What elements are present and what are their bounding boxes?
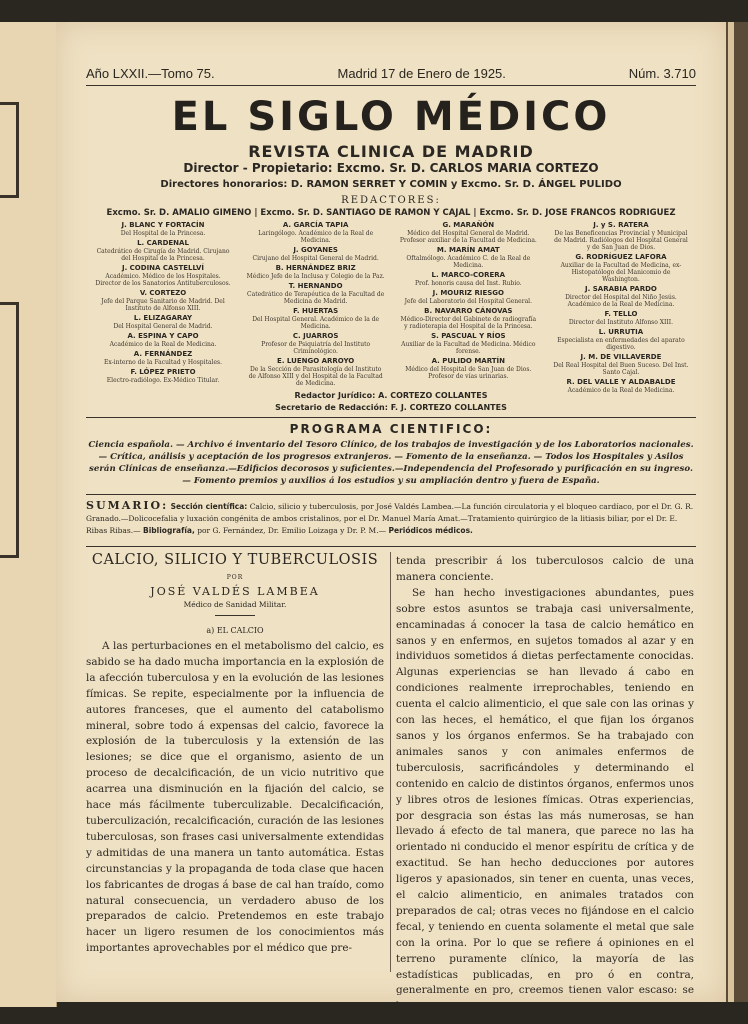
editor-name: J. SARABIA PARDO [585,285,657,293]
editor-entry [399,289,537,305]
divider [86,494,696,495]
editor-entry [552,221,690,251]
article-by: POR [226,574,244,581]
editor-description: Cirujano del Hospital General de Madrid. [252,255,379,262]
editors-column-2 [247,221,385,396]
editor-name: J. BLANC Y FORTACÍN [121,221,205,229]
editor-description: Jefe del Laboratorio del Hospital General. [404,298,532,305]
editor-description: Del Hospital General de Madrid. [113,323,213,330]
editor-name: F. HUERTAS [293,307,339,315]
author-role: Médico de Sanidad Militar. [183,600,287,609]
editor-description: Jefe del Parque Sanitario de Madrid. Del Instituto de Alfonso XIII. [101,298,225,312]
editor-entry [247,221,385,244]
editor-description: Médico del Hospital General de Madrid. Profesor auxiliar de la Facultad de Medicina. [399,230,537,244]
editor-description: Electro-radiólogo. Ex-Médico Titular. [106,377,220,384]
senior-editors: Excmo. Sr. D. AMALIO GIMENO | Excmo. Sr. D. SANTIAGO DE RAMON Y CAJAL | Excmo. Sr. D. JOSE FRANCOS RODRIGUEZ [106,208,676,218]
editor-description: Director del Instituto Alfonso XIII. [568,319,674,326]
editor-entry [94,239,232,262]
editor-name: M. MARÍN AMAT [436,246,500,254]
editor-description: Catedrático de Cirugía de Madrid. Cirujano del Hospital de la Princesa. [96,248,230,262]
editor-name: B. HERNÁNDEZ BRIZ [275,264,356,272]
bracket-mark [0,302,19,558]
article-paragraph: A las perturbaciones en el metabolismo del calcio, es sabido se ha dado mucha importancia en la explosión de la afección tuberculosa y en la evolución de las lesiones fímicas. Se repite, especialmente por la influencia de autores franceses, que el aumento del catabolismo mineral, sobre todo á expensas del calcio, favorece la explosión de la tuberculosis y la extensión de las lesiones; se dice que el organismo, asiento de un proceso de decalcificación, de un vicio nutritivo que acarrea una disminución en la fijación del calcio, se hace más fácilmente tuberculizable. Decalcificación, tuberculización, recalcificación, curación de las lesiones tuberculosas, son frases casi universalmente extendidas y admitidas de una manera un tanto automática. Estas circunstancias y la propaganda de toda clase que hacen los fabricantes de drogas á base de cal han traído, como natural consecuencia, un verdadero abuso de los preparados de calcio. Pretendemos en este trabajo hacer un ligero resumen de los conocimientos más importantes aprovechables por el médico que pre- [86,640,384,955]
editor-description: Del Hospital General. Académico de la de Medicina. [252,316,380,330]
editor-name: S. PASCUAL Y RÍOS [431,332,506,340]
editor-description: De la Sección de Parasitología del Instituto de Alfonso XIII y del Hospital de la Facultad de Medicina. [248,366,383,387]
summary-periodicals: Periódicos médicos. [388,526,473,535]
editor-description: Director del Hospital del Niño Jesús. Académico de la Real de Medicina. [565,294,677,308]
editor-description: Auxiliar de la Facultad de Medicina. Médico forense. [401,341,536,355]
article-title: CALCIO, SILICIO Y TUBERCULOSIS [91,552,379,568]
editor-name: J. M. DE VILLAVERDE [580,353,662,361]
editor-description: Profesor de Psiquiatría del Instituto Criminológico. [261,341,371,355]
section-heading: a) EL CALCIO [206,626,264,635]
article-author: JOSÉ VALDÉS LAMBEA [150,585,320,598]
editor-entry [399,332,537,355]
editor-entry [247,282,385,305]
editor-name: F. TELLO [604,310,638,318]
editor-entry [399,221,537,244]
legal-editor: Redactor Jurídico: A. CORTEZO COLLANTES [294,391,488,400]
editor-name: J. y S. RATERA [593,221,649,229]
editor-name: J. GOYANES [293,246,338,254]
editor-name: J. MOURIZ RIESGO [432,289,504,297]
divider [86,417,696,418]
divider [86,546,696,547]
article-paragraph-continued: tenda prescribir á los tuberculosos calcio de una manera conciente. [396,555,694,583]
editor-description: Académico de la Real de Medicina. [567,387,675,394]
issue-date: Madrid 17 de Enero de 1925. [337,66,506,81]
editor-entry [94,332,232,348]
editor-name: A. ESPINA Y CAPO [127,332,199,340]
editor-name: A. PULIDO MARTÍN [431,357,506,365]
issue-number: Núm. 3.710 [628,66,696,81]
editors-column-1 [94,221,232,396]
summary-text-2: por G. Fernández, Dr. Emilio Loizaga y Dr. P. M.— [197,526,387,535]
editor-entry [94,289,232,312]
editor-name: L. CARDENAL [137,239,189,247]
previous-page-edge [0,22,57,1007]
editor-description: Oftalmólogo. Académico C. de la Real de Medicina. [406,255,531,269]
editor-description: Ex-interno de la Facultad y Hospitales. [103,359,223,366]
editor-description: Del Real Hospital del Buen Suceso. Del Inst. Santo Cajal. [553,362,689,376]
article-paragraph: Se han hecho investigaciones abundantes, pues sobre estos asuntos se trabaja casi universalmente, encaminadas á conocer la tasa de calcio hemático en sanos y en enfermos, en sujetos tomados al azar y en individuos sometidos á dietas perfectamente conocidas. Algunas experiencias se han llevado á cabo en condiciones realmente irreprochables, teniendo en cuenta el calcio alimenticio, el que sale con las orinas y con las heces, el hemático, el que fijan los órganos sanos y los órganos enfermos. Se ha trabajado con animales sanos y con animales enfermos de tuberculosis, sacrificándoles y determinando el contenido en calcio de distintos órganos, enfermos unos y libres otros de lesiones fímicas. Otras experiencias, por desgracia son éstas las más numerosas, se han llevado á efecto de tal manera, que parece no las ha orientado ni conducido el menor espíritu de crítica y de exactitud. Se han hecho deducciones por autores ligeros y apasionados, sin tener en cuenta, unas veces, el calcio alimenticio, en animales tratados con preparados de cal; otras veces no fijándose en el calcio fecal, y teniendo en cuenta solamente el metal que sale con la orina. Por lo que se refiere á opiniones en el terreno puramente clínico, la mayoría de las estadísticas publicadas, en pro ó en contra, generalmente en pro, creemos tienen valor escaso: se han [396,586,694,1013]
editor-entry [399,271,537,287]
editor-entry [94,221,232,237]
editor-entry [399,307,537,330]
editor-description: Catedrático de Terapéutica de la Facultad de Medicina de Madrid. [247,291,385,305]
editor-entry [552,353,690,376]
bracket-mark [0,102,19,198]
divider [215,615,255,616]
article-right-column [396,554,694,1015]
editor-description: De las Beneficencias Provincial y Municipal de Madrid. Radiólogos del Hospital General y de San Juan de Dios. [554,230,688,251]
editor-name: G. RODRÍGUEZ LAFORA [575,253,667,261]
editor-entry [552,310,690,326]
director-line: Director - Propietario: Excmo. Sr. D. CARLOS MARIA CORTEZO [183,161,599,175]
honorary-directors: Directores honorarios: D. RAMON SERRET Y COMIN y Excmo. Sr. D. ÁNGEL PULIDO [160,179,622,190]
editor-name: A. GARCÍA TAPIA [282,221,349,229]
editor-entry [552,253,690,283]
editor-name: L. URRUTIA [598,328,644,336]
journal-page [56,22,726,1013]
editor-description: Auxiliar de la Facultad de Medicina, ex-Histopatólogo del Manicomio de Washington. [560,262,682,283]
editor-name: L. ELIZAGARAY [133,314,193,322]
editor-name: A. FERNÁNDEZ [133,350,193,358]
editor-entry [399,246,537,269]
summary-label: SUMARIO: [86,499,169,512]
editor-entry [247,307,385,330]
editor-description: Académico. Médico de los Hospitales. Director de los Sanatorios Antituberculosos. [95,273,231,287]
redactores-heading: REDACTORES: [341,195,441,206]
editorial-secretary: Secretario de Redacción: F. J. CORTEZO COLLANTES [275,403,507,412]
editor-description: Académico de la Real de Medicina. [109,341,217,348]
editor-name: G. MARAÑÓN [442,221,495,229]
editor-entry [94,350,232,366]
editor-name: C. JUARROS [292,332,339,340]
editor-name: B. NAVARRO CÁNOVAS [424,307,513,315]
editor-entry [247,357,385,387]
masthead-title: EL SIGLO MÉDICO [171,94,611,140]
editor-description: Especialista en enfermedades del aparato digestivo. [557,337,685,351]
program-text: Ciencia española. — Archivo é inventario del Tesoro Clínico, de los trabajos de investigación y de los Laboratorios nacionales.— Crítica, análisis y aceptación de los progresos extranjeros. — Fomento de la enseñanza. — Todos los Hospitales y Asilos serán Clínicas de enseñanza.—Edificios decorosos y suficientes.—Independencia del Profesorado y purificación en su ingreso.— Fomento premios y auxilios á los estudios y su ampliación dentro y fuera de España. [88,440,694,486]
editor-description: Médico Jefe de la Inclusa y Colegio de la Paz. [246,273,385,280]
editor-name: T. HERNANDO [288,282,343,290]
editor-description: Laringólogo. Académico de la Real de Medicina. [258,230,374,244]
editor-entry [399,357,537,380]
summary-section: Sección científica: [170,502,248,511]
summary-bibliography: Bibliografía, [143,526,195,535]
editor-entry [247,264,385,280]
issue-year: Año LXXII.—Tomo 75. [86,66,215,81]
summary [86,500,696,537]
issue-line [86,66,696,81]
masthead-subtitle: REVISTA CLINICA DE MADRID [248,142,534,161]
editors-column-4 [552,221,690,396]
editor-description: Prof. honoris causa del Inst. Rubio. [414,280,522,287]
column-divider [390,552,391,972]
editor-name: E. LUENGO ARROYO [277,357,355,365]
editor-entry [552,328,690,351]
editors-column-3 [399,221,537,396]
program-heading: PROGRAMA CIENTIFICO: [289,422,493,436]
summary-text: Calcio, silicio y tuberculosis, por José Valdés Lambea.—La función circulatoria y el bloqueo cardíaco, por el Dr. G. R. Granado.—Dolicocefalia y luxación congénita de ambos cristalinos, por el Dr. Manuel María Amat.—Tratamiento quirúrgico de la litiasis biliar, por el Dr. E. Ribas Ribas.— [86,502,694,535]
divider [86,85,696,86]
article-left-column [86,552,384,957]
editors-columns [94,221,690,396]
editor-entry [552,285,690,308]
editor-name: F. LÓPEZ PRIETO [130,368,196,376]
editor-description: Del Hospital de la Princesa. [120,230,206,237]
editor-description: Médico del Hospital de San Juan de Dios. Profesor de vías urinarias. [405,366,532,380]
editor-description: Médico-Director del Gabinete de radiografía y radioterapia del Hospital de la Princesa. [400,316,537,330]
editor-name: R. DEL VALLE Y ALDABALDE [566,378,676,386]
editor-name: V. CORTEZO [139,289,187,297]
editor-entry [247,246,385,262]
editor-entry [94,264,232,287]
page-edge [726,22,748,1002]
editor-entry [94,368,232,384]
editor-name: J. CODINA CASTELLVÍ [121,264,205,272]
editor-entry [94,314,232,330]
editor-name: L. MARCO-CORERA [431,271,506,279]
editor-entry [247,332,385,355]
